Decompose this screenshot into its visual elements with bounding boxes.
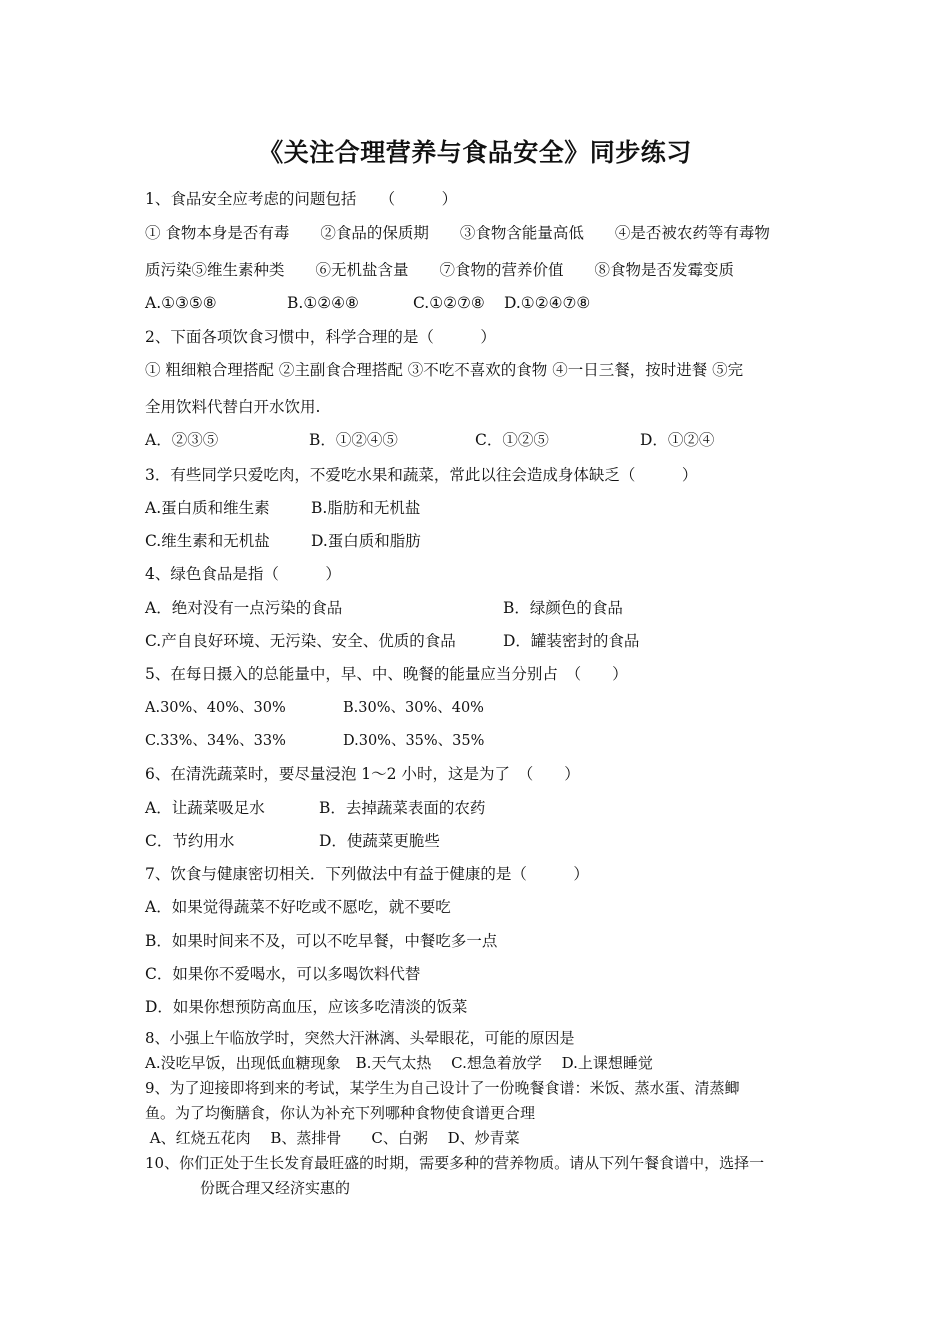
q6-option-a: A．让蔬菜吸足水 <box>145 799 265 817</box>
q10-stem-line2: 份既合理又经济实惠的 <box>200 1179 351 1197</box>
q9-stem-line1: 9、为了迎接即将到来的考试，某学生为自己设计了一份晚餐食谱：米饭、蒸水蛋、清蒸鲫 <box>145 1079 740 1097</box>
q7-option-b: B．如果时间来不及，可以不吃早餐，中餐吃多一点 <box>145 932 498 950</box>
q1-option-d: D.①②④⑦⑧ <box>504 294 591 312</box>
q3-option-a: A.蛋白质和维生素 <box>145 499 270 517</box>
q4-option-b: B．绿颜色的食品 <box>503 599 623 617</box>
q2-items-line1: ① 粗细粮合理搭配 ②主副食合理搭配 ③不吃不喜欢的食物 ④一日三餐，按时进餐 ⑤完 <box>145 361 744 379</box>
q4-stem: 4、绿色食品是指（ ） <box>145 565 341 583</box>
q1-items-line2: 质污染⑤维生素种类 ⑥无机盐含量 ⑦食物的营养价值 ⑧食物是否发霉变质 <box>145 261 735 279</box>
q4-option-d: D．罐装密封的食品 <box>503 632 640 650</box>
q6-option-b: B．去掉蔬菜表面的农药 <box>319 799 486 817</box>
page-title: 《关注合理营养与食品安全》同步练习 <box>258 138 692 167</box>
q6-stem: 6、在清洗蔬菜时，要尽量浸泡 1～2 小时，这是为了 （ ） <box>145 765 580 783</box>
q7-option-c: C．如果你不爱喝水，可以多喝饮料代替 <box>145 965 421 983</box>
q6-option-c: C．节约用水 <box>145 832 235 850</box>
q5-stem: 5、在每日摄入的总能量中，早、中、晚餐的能量应当分别占 （ ） <box>145 665 628 683</box>
q10-stem-line1: 10、你们正处于生长发育最旺盛的时期，需要多种的营养物质。请从下列午餐食谱中，选择一 <box>145 1154 765 1172</box>
q2-option-a: A．②③⑤ <box>145 431 219 449</box>
q1-option-a: A.①③⑤⑧ <box>145 294 217 312</box>
q7-option-a: A．如果觉得蔬菜不好吃或不愿吃，就不要吃 <box>145 898 451 916</box>
q2-option-c: C．①②⑤ <box>475 431 549 449</box>
q5-option-a: A.30%、40%、30% <box>145 700 286 716</box>
q7-option-d: D．如果你想预防高血压，应该多吃清淡的饭菜 <box>145 998 468 1016</box>
q5-option-d: D.30%、35%、35% <box>343 733 485 749</box>
q2-items-line2: 全用饮料代替白开水饮用. <box>145 398 321 416</box>
q8-stem: 8、小强上午临放学时，突然大汗淋漓、头晕眼花，可能的原因是 <box>145 1029 575 1047</box>
q5-option-c: C.33%、34%、33% <box>145 733 286 749</box>
q4-option-c: C.产自良好环境、无污染、安全、优质的食品 <box>145 632 456 650</box>
q3-option-b: B.脂肪和无机盐 <box>311 499 421 517</box>
q2-stem: 2、下面各项饮食习惯中，科学合理的是（ ） <box>145 328 496 346</box>
q3-option-c: C.维生素和无机盐 <box>145 532 270 550</box>
q1-items-line1: ① 食物本身是否有毒 ②食品的保质期 ③食物含能量高低 ④是否被农药等有毒物 <box>145 224 770 242</box>
q9-options: A、红烧五花肉 B、蒸排骨 C、白粥 D、炒青菜 <box>145 1129 520 1147</box>
q7-stem: 7、饮食与健康密切相关．下列做法中有益于健康的是（ ） <box>145 865 589 883</box>
q1-option-b: B.①②④⑧ <box>287 294 359 312</box>
q3-stem: 3．有些同学只爱吃肉，不爱吃水果和蔬菜，常此以往会造成身体缺乏（ ） <box>145 466 698 484</box>
q5-option-b: B.30%、30%、40% <box>343 700 484 716</box>
q9-stem-line2: 鱼。为了均衡膳食，你认为补充下列哪种食物使食谱更合理 <box>145 1104 536 1122</box>
q8-options: A.没吃早饭，出现低血糖现象 B.天气太热 C.想急着放学 D.上课想睡觉 <box>145 1054 653 1072</box>
q6-option-d: D．使蔬菜更脆些 <box>319 832 440 850</box>
q4-option-a: A．绝对没有一点污染的食品 <box>145 599 343 617</box>
q1-option-c: C.①②⑦⑧ <box>413 294 485 312</box>
q1-stem: 1、食品安全应考虑的问题包括 （ ） <box>145 190 458 208</box>
q3-option-d: D.蛋白质和脂肪 <box>311 532 421 550</box>
q2-option-d: D．①②④ <box>640 431 715 449</box>
q2-option-b: B．①②④⑤ <box>309 431 398 449</box>
